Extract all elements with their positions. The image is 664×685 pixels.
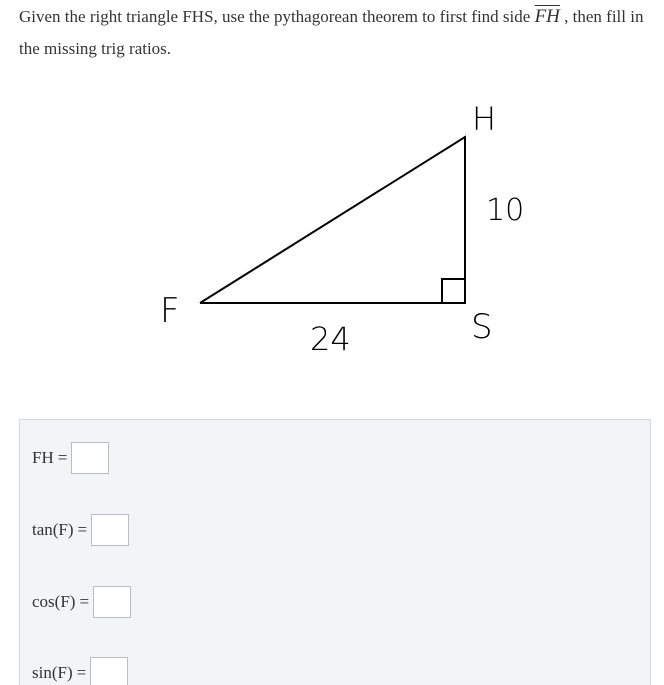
- fh-input[interactable]: [71, 442, 109, 474]
- question-text: [19, 1, 649, 65]
- answer-row-tan: [32, 514, 129, 546]
- triangle-shape: [200, 137, 465, 303]
- equals-sign: =: [79, 592, 90, 611]
- tan-f-input[interactable]: [91, 514, 129, 546]
- answer-row-sin: [32, 657, 128, 685]
- question-intro: Given the right triangle FHS, use the pythagorean theorem to first find side: [19, 7, 531, 26]
- vertex-label-h: H: [472, 100, 497, 138]
- answer-label-cos: cos(F): [32, 592, 76, 611]
- equals-sign: =: [57, 448, 68, 467]
- vertex-label-f: F: [160, 291, 180, 331]
- triangle-figure: [0, 60, 664, 400]
- right-angle-marker: [442, 279, 465, 303]
- equals-sign: =: [76, 663, 87, 682]
- segment-fh: $\overline{FH}$: [534, 6, 560, 27]
- answer-row-fh: [32, 442, 109, 474]
- answer-row-cos: [32, 586, 131, 618]
- equals-sign: =: [77, 520, 88, 539]
- question-instruction: , then fill in the missing trig ratios.: [19, 7, 644, 58]
- side-label-fs: 24: [310, 320, 351, 358]
- answer-label-sin: sin(F): [32, 663, 73, 682]
- vertex-label-s: S: [471, 307, 493, 347]
- sin-f-input[interactable]: [90, 657, 128, 685]
- cos-f-input[interactable]: [93, 586, 131, 618]
- answer-panel: [19, 419, 651, 685]
- answer-label-tan: tan(F): [32, 520, 74, 539]
- side-label-hs: 10: [486, 193, 525, 228]
- answer-label-fh: FH: [32, 448, 54, 467]
